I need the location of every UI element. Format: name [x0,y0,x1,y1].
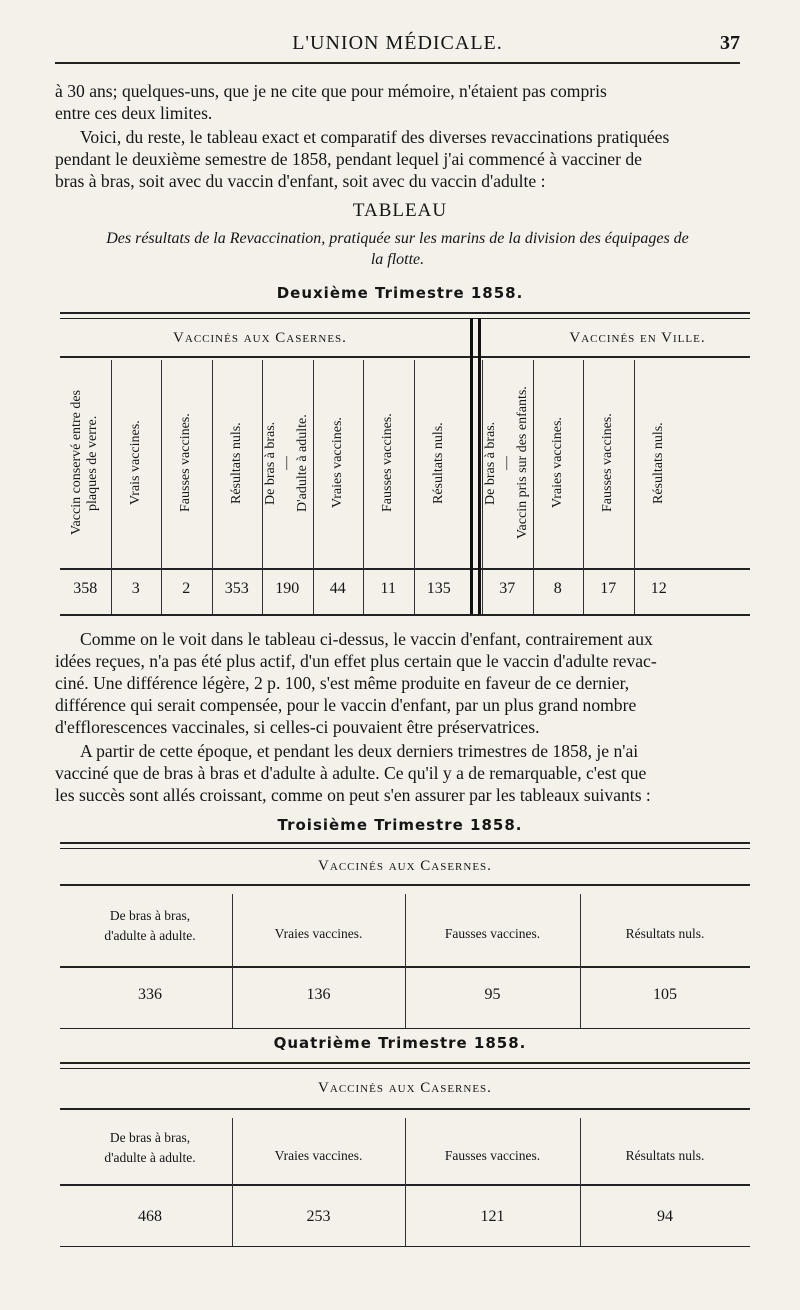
t2-header-bottom-rule [60,568,750,570]
t2-column-header: Vaccin pris sur des enfants. [515,386,531,540]
t2-column-header: D'adulte à adulte. [295,414,311,512]
t2-col-divider [111,360,112,614]
tableau-subtitle [55,228,740,270]
t2-group-rule [60,356,750,358]
t2-column-header: Vrais vaccines. [127,420,143,506]
t3-top-rule-2 [60,848,750,849]
t3-top-rule [60,842,750,844]
t2-value: 190 [275,580,300,597]
t4-col-divider [405,1118,406,1246]
t3-value: 95 [484,986,501,1003]
t3-value: 336 [138,986,162,1003]
t2-value: 37 [499,580,516,597]
t2-value: 8 [553,580,562,597]
running-header [55,32,740,58]
t2-group-separator [478,318,481,614]
t3-col-header-4: Résultats nuls. [625,926,705,941]
t4-col-header-1 [70,1128,230,1168]
body-line: ciné. Une différence légère, 2 p. 100, s'est même produite en faveur de ce dernier, [55,673,630,693]
t4-value: 468 [138,1208,162,1225]
t2-value: 2 [182,580,191,597]
t3-col-header-1a: De bras à bras, [109,908,191,923]
t2-column-header: De bras à bras. [263,421,279,505]
t2-col-divider [414,360,415,614]
t2-bottom-rule [60,614,750,616]
t4-heading: Quatrième Trimestre 1858. [273,1034,527,1052]
t2-column-header: Fausses vaccines. [380,413,396,513]
t3-value: 136 [306,986,331,1003]
t2-column-header: — [279,456,295,470]
t2-column-header: Fausses vaccines. [600,413,616,513]
t2-column-header: Résultats nuls. [228,422,244,504]
intro-line: bras à bras, soit avec du vaccin d'enfant, soit avec du vaccin d'adulte : [55,171,546,191]
t4-col-divider [232,1118,233,1246]
t3-col-header-2: Vraies vaccines. [274,926,363,941]
t2-column-header: Fausses vaccines. [178,413,194,513]
t2-col-divider [212,360,213,614]
t2-col-divider [363,360,364,614]
page-number: 37 [720,32,740,54]
t2-heading: Deuxième Trimestre 1858. [276,284,524,302]
t2-value: 17 [600,580,617,597]
t2-column-header: — [499,456,515,470]
t2-column-header: Résultats nuls. [650,422,666,504]
t4-col-header-2: Vraies vaccines. [274,1148,363,1163]
t2-top-rule-2 [60,318,750,319]
header-rule [55,62,740,64]
t2-group-separator [470,318,473,614]
body-line: différence qui serait compensée, pour le vaccin d'enfant, par un plus grand nombre [55,695,637,715]
t3-col-divider [580,894,581,1028]
t2-col-divider [313,360,314,614]
t2-top-rule [60,312,750,314]
t2-col-divider [161,360,162,614]
t3-heading: Troisième Trimestre 1858. [277,816,523,834]
t2-column-header: Vaccin conservé entre des [69,390,85,536]
t4-value: 121 [480,1208,505,1225]
body-line: idées reçues, n'a pas été plus actif, d'un effet plus certain que le vaccin d'adulte revac- [55,651,657,671]
t4-group-rule [60,1108,750,1110]
t3-col-header-1b: d'adulte à adulte. [104,928,196,943]
t3-group: Vaccinés aux Casernes. [318,858,492,874]
body-line: A partir de cette époque, et pendant les deux derniers trimestres de 1858, je n'ai [80,741,639,761]
t4-col-header-3: Fausses vaccines. [444,1148,541,1163]
body-line: vacciné que de bras à bras et d'adulte à adulte. Ce qu'il y a de remarquable, c'est que [55,763,647,783]
t4-col-header-4: Résultats nuls. [625,1148,705,1163]
t2-column-header: Vraies vaccines. [549,417,565,509]
t4-top-rule [60,1062,750,1064]
t4-col-divider [580,1118,581,1246]
t3-group-rule [60,884,750,886]
t2-group-casernes: Vaccinés aux Casernes. [173,330,347,346]
t3-col-divider [405,894,406,1028]
t3-col-header-3: Fausses vaccines. [444,926,541,941]
intro-line: Voici, du reste, le tableau exact et comparatif des diverses revaccinations pratiquées [80,127,670,147]
t2-column-header: De bras à bras. [483,421,499,505]
body-line: d'efflorescences vaccinales, si celles-ci pouvaient être préservatrices. [55,717,540,737]
t2-value: 11 [380,580,396,597]
t4-col-header-1a: De bras à bras, [109,1130,191,1145]
t2-value: 12 [650,580,667,597]
t2-col-divider [634,360,635,614]
tableau-subtitle-line: Des résultats de la Revaccination, pratiquée sur les marins de la division des équipages de [106,230,689,247]
t4-value: 253 [306,1208,331,1225]
t2-group-ville: Vaccinés en Ville. [569,330,706,346]
running-title: L'UNION MÉDICALE. [292,32,503,54]
t2-value: 44 [329,580,346,597]
t2-value: 358 [73,580,98,597]
t2-col-divider [533,360,534,614]
t4-group: Vaccinés aux Casernes. [318,1080,492,1096]
t2-col-divider [583,360,584,614]
body-line: les succès sont allés croissant, comme on peut s'en assurer par les tableaux suivants : [55,785,651,805]
t4-value: 94 [657,1208,673,1225]
t3-col-header-1 [70,906,230,946]
t3-bottom-rule [60,1028,750,1029]
t4-bottom-rule [60,1246,750,1247]
tableau-title: TABLEAU [352,200,448,221]
t2-value: 353 [224,580,249,597]
t3-value: 105 [653,986,677,1003]
intro-line: à 30 ans; quelques-uns, que je ne cite que pour mémoire, n'étaient pas compris [55,81,607,101]
t4-top-rule-2 [60,1068,750,1069]
t4-col-header-1b: d'adulte à adulte. [104,1150,196,1165]
t2-value: 135 [426,580,451,597]
t3-col-divider [232,894,233,1028]
body-line: Comme on le voit dans le tableau ci-dessus, le vaccin d'enfant, contrairement aux [80,629,653,649]
tableau-subtitle-line: la flotte. [370,251,425,268]
t2-value: 3 [131,580,140,597]
t2-column-header: Résultats nuls. [430,422,446,504]
intro-line: pendant le deuxième semestre de 1858, pendant lequel j'ai commencé à vacciner de [55,149,642,169]
t2-column-header: Vraies vaccines. [329,417,345,509]
t2-column-header: plaques de verre. [85,415,101,511]
intro-line: entre ces deux limites. [55,103,213,123]
